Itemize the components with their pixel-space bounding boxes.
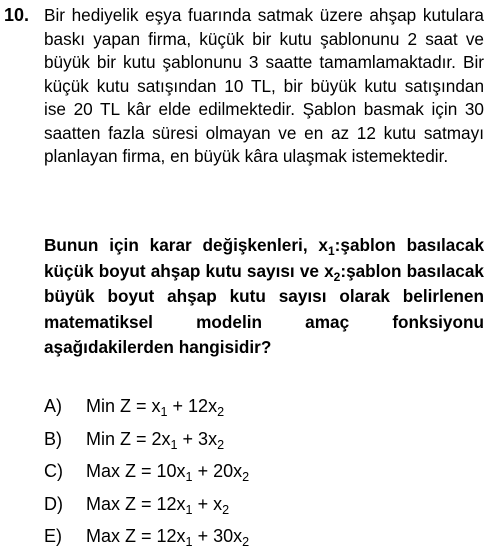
option-a[interactable] (44, 394, 484, 427)
formula-part: + x (192, 493, 223, 514)
prompt-subscript: 2 (333, 269, 341, 284)
option-letter: D) (44, 493, 63, 514)
option-c[interactable] (44, 459, 484, 492)
option-b[interactable] (44, 427, 484, 460)
stem-line: satışından 10 TL, bir büyük kutu satışından ise (44, 75, 484, 119)
question-number: 10. (4, 5, 30, 25)
formula-part: Min Z = x (86, 396, 161, 416)
stem-line: kutulara baskı yapan firma, küçük bir kutu (44, 5, 484, 49)
answer-options (44, 394, 484, 557)
question-stem (44, 4, 484, 169)
formula-part: + 30x (192, 526, 243, 546)
formula-part: Max Z = 10x (86, 461, 186, 481)
formula-subscript: 2 (242, 470, 250, 484)
option-letter: A) (44, 396, 62, 416)
prompt-text: Bunun için karar değişkenleri, x (44, 235, 328, 255)
formula-subscript: 2 (222, 502, 230, 517)
formula-subscript: 1 (185, 535, 193, 549)
option-formula (86, 492, 229, 516)
formula-part: Max Z = 12x (86, 526, 186, 546)
formula-subscript: 2 (217, 437, 225, 452)
stem-line: satmayı planlayan firma, en büyük kâra ulaşmak (44, 122, 484, 166)
prompt-subscript: 1 (327, 244, 335, 258)
formula-part: Min Z = 2x (86, 428, 171, 449)
formula-part: + 20x (192, 461, 243, 481)
stem-line: Bir hediyelik eşya fuarında satmak üzere ahşap (44, 5, 417, 25)
option-d[interactable] (44, 492, 484, 525)
option-letter: E) (44, 526, 62, 546)
option-letter: C) (44, 461, 63, 481)
option-letter: B) (44, 428, 62, 449)
stem-line: 30 saatten fazla süresi olmayan ve en az 12 kutu (44, 99, 484, 143)
stem-line: 20 TL kâr elde edilmektedir. Şablon basmak için (73, 99, 458, 119)
formula-subscript: 2 (217, 405, 225, 419)
prompt-text: :şablon basılacak küçük boyut ahşap kutu sayısı ve x (44, 235, 485, 281)
prompt-text: :şablon basılacak büyük boyut ahşap kutu sayısı olarak belirlenen matematiksel modelin amaç fonksiyonu aşağıdakilerden hangisidir? (44, 260, 484, 357)
option-e[interactable] (44, 524, 484, 557)
formula-subscript: 1 (185, 502, 193, 517)
option-formula (86, 459, 249, 483)
formula-part: + 3x (177, 428, 218, 449)
formula-subscript: 1 (170, 437, 178, 452)
formula-part: + 12x (167, 396, 218, 416)
formula-subscript: 2 (242, 535, 250, 549)
formula-subscript: 1 (160, 405, 168, 419)
option-formula (86, 427, 224, 451)
option-formula (86, 524, 249, 548)
formula-part: Max Z = 12x (86, 493, 186, 514)
question-prompt (44, 233, 484, 361)
stem-line: istemektedir. (351, 146, 449, 166)
stem-line: saatte tamamlamaktadır. Bir küçük kutu (44, 52, 484, 96)
option-formula (86, 394, 224, 418)
stem-line: şablonunu 2 saat ve büyük bir kutu şablonunu 3 (44, 28, 484, 72)
formula-subscript: 1 (185, 470, 193, 484)
